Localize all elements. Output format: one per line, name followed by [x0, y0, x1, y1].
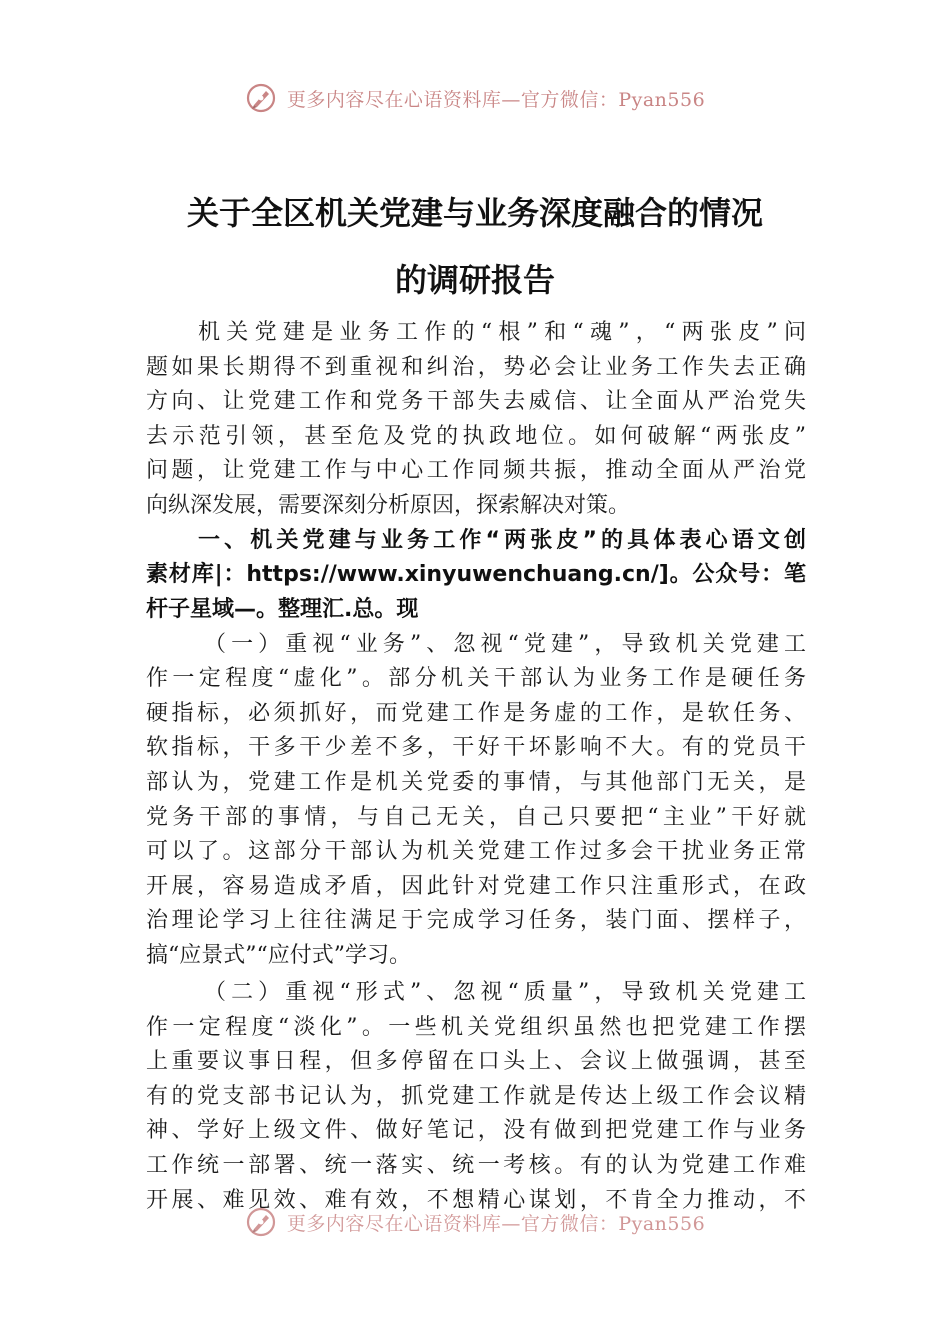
pen-logo-icon: [245, 82, 277, 114]
watermark-text: 更多内容尽在心语资料库—官方微信：Pyan556: [286, 1212, 706, 1235]
paragraph-line: 可以了。这部分干部认为机关党建工作过多会干扰业务正常: [146, 839, 806, 864]
paragraph-line: 问题，让党建工作与中心工作同频共振，推动全面从严治党: [146, 458, 806, 483]
section-heading-line: 杆子星域—。整理汇.总。现: [146, 597, 419, 622]
watermark-footer: [0, 1206, 950, 1246]
paragraph-line: 硬指标，必须抓好，而党建工作是务虚的工作，是软任务、: [146, 701, 806, 726]
paragraph-line: 方向、让党建工作和党务干部失去威信、让全面从严治党失: [146, 389, 806, 414]
paragraph-line: 治理论学习上往往满足于完成学习任务，装门面、摆样子，: [146, 908, 806, 933]
paragraph-line: 上重要议事日程，但多停留在口头上、会议上做强调，甚至: [146, 1049, 806, 1074]
watermark-text: 更多内容尽在心语资料库—官方微信：Pyan556: [286, 88, 706, 111]
paragraph-line: 题如果长期得不到重视和纠治，势必会让业务工作失去正确: [146, 355, 806, 380]
paragraph-line: 作一定程度“虚化”。部分机关干部认为业务工作是硬任务: [146, 666, 806, 691]
section-heading-line: 一、机关党建与业务工作“两张皮”的具体表心语文创: [198, 528, 806, 553]
paragraph-line: 作一定程度“淡化”。一些机关党组织虽然也把党建工作摆: [146, 1015, 806, 1040]
watermark-header: [0, 82, 950, 122]
paragraph-line: 开展，容易造成矛盾，因此针对党建工作只注重形式，在政: [146, 874, 806, 899]
paragraph-line: （一）重视“业务”、忽视“党建”，导致机关党建工: [204, 632, 806, 657]
paragraph-line: 机关党建是业务工作的“根”和“魂”，“两张皮”问: [198, 320, 806, 345]
paragraph-line: 有的党支部书记认为，抓党建工作就是传达上级工作会议精: [146, 1084, 806, 1109]
paragraph-line: 部认为，党建工作是机关党委的事情，与其他部门无关，是: [146, 770, 806, 795]
document-title-line-1: 关于全区机关党建与业务深度融合的情况: [186, 194, 763, 232]
paragraph-line: 开展、难见效、难有效，不想精心谋划，不肯全力推动，不: [146, 1188, 806, 1213]
document-title-line-2: 的调研报告: [394, 261, 555, 299]
paragraph-line: （二）重视“形式”、忽视“质量”，导致机关党建工: [204, 980, 806, 1005]
paragraph-line: 向纵深发展，需要深刻分析原因，探索解决对策。: [146, 493, 631, 518]
paragraph-line: 神、学好上级文件、做好笔记，没有做到把党建工作与业务: [146, 1118, 806, 1143]
pen-logo-icon: [245, 1206, 277, 1238]
section-heading-line: 素材库|：https://www.xinyuwenchuang.cn/]。公众号：笔: [146, 562, 806, 587]
paragraph-line: 党务干部的事情，与自己无关，自己只要把“主业”干好就: [146, 805, 806, 830]
paragraph-line: 软指标，干多干少差不多，干好干坏影响不大。有的党员干: [146, 735, 806, 760]
paragraph-line: 去示范引领，甚至危及党的执政地位。如何破解“两张皮”: [146, 424, 806, 449]
paragraph-line: 搞“应景式”“应付式”学习。: [146, 943, 411, 968]
paragraph-line: 工作统一部署、统一落实、统一考核。有的认为党建工作难: [146, 1153, 806, 1178]
